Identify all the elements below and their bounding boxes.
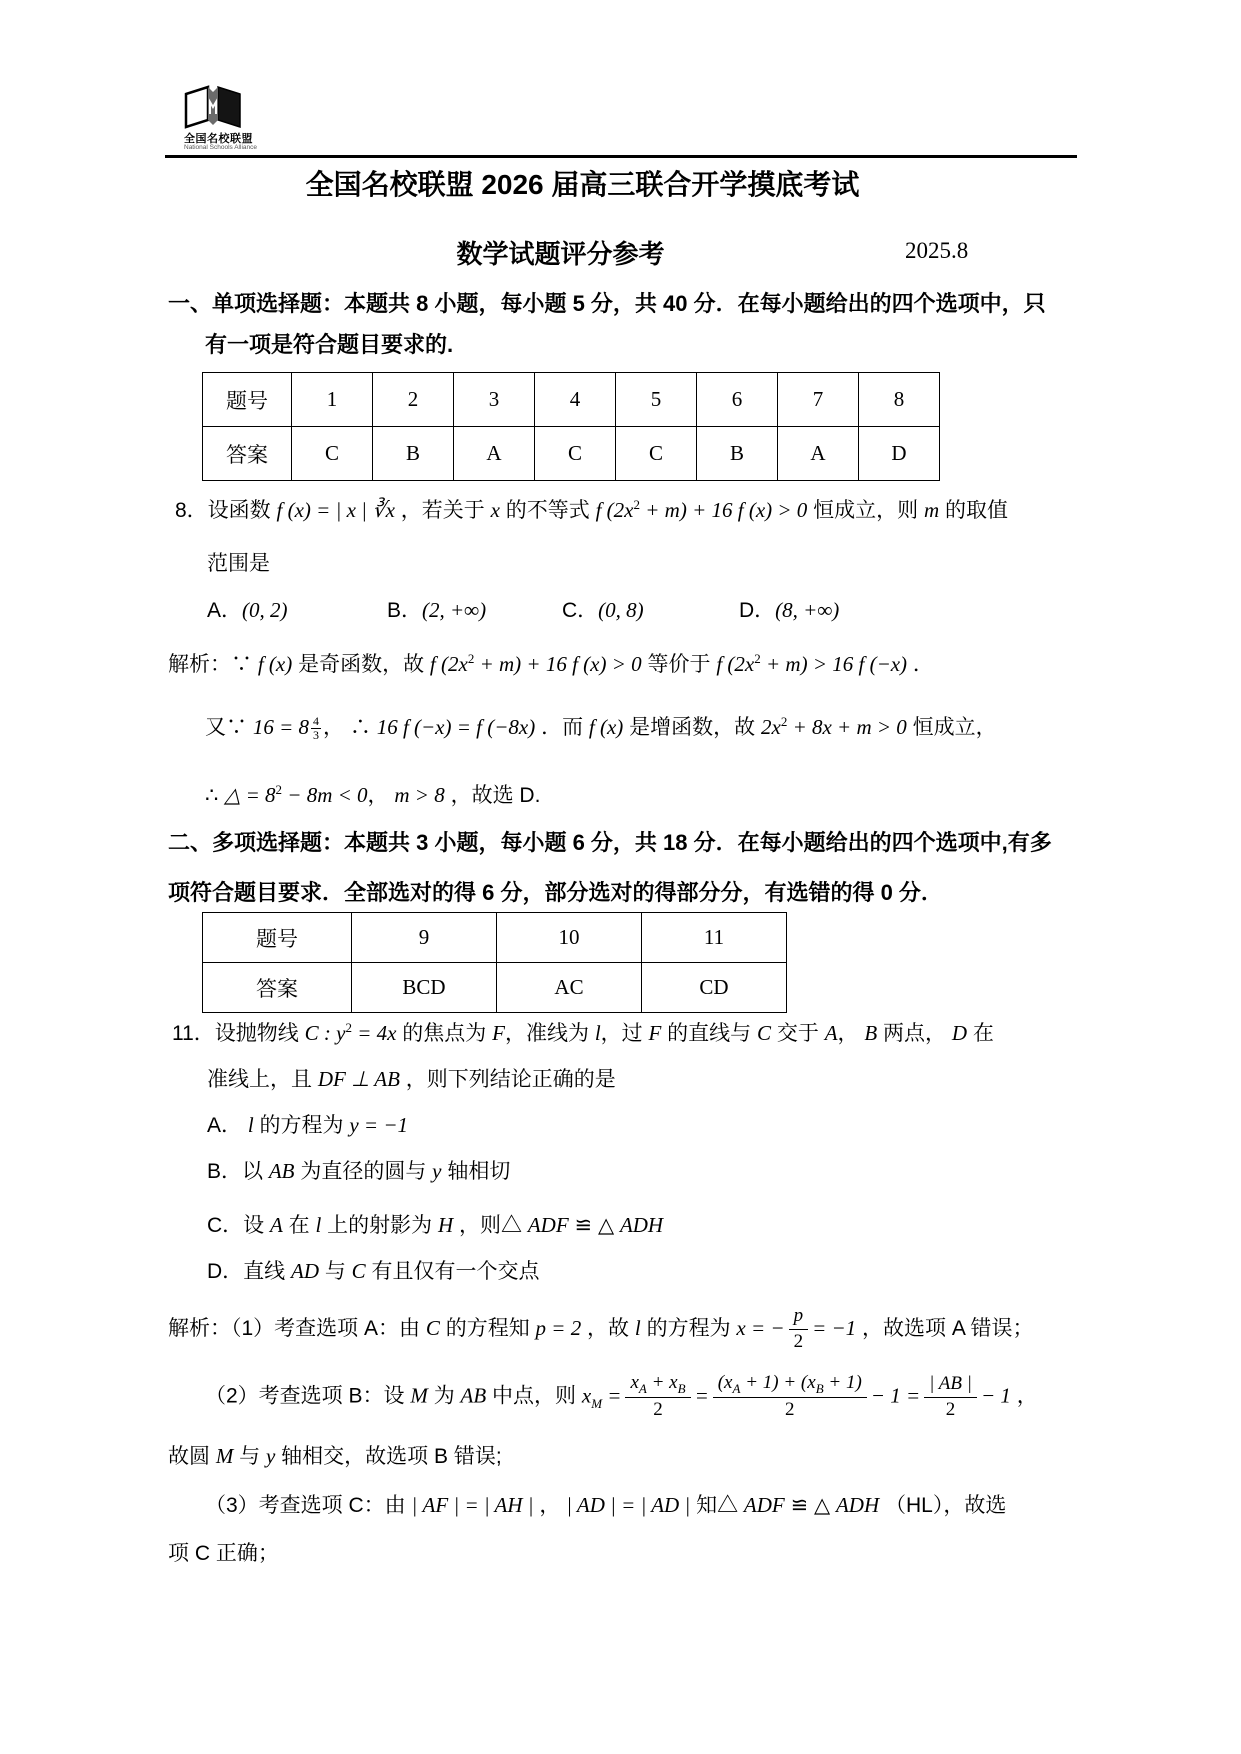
q8-solution-line2: 又∵ 16 = 8 $\frac{4}{3}$ ， ∴ 16 f (−x) = f (−8x) ．而 f (x) 是增函数，故 $2x^2 + 8x + m > 0$ 恒成立， xyxy=(205,714,997,743)
q11-solution-p4: （3）考查选项 C：由 | AF | = | AH | ， | AD | = | AD | 知△ ADF ≌ △ ADH （HL），故选 xyxy=(205,1493,1007,1517)
table-cell: 9 xyxy=(352,913,497,963)
table-cell: 11 xyxy=(642,913,787,963)
q11-solution-p2: （2）考查选项 B：设 M 为 AB 中点，则 $x_M$ = $\frac{x_A + x_B}{2}$ = $\frac{(x_A + 1) + (x_B + 1)}{2}$ − 1 = $\frac{| AB |}{2}$ − 1 ， xyxy=(205,1372,1038,1421)
table-row xyxy=(203,963,787,1013)
q11-solution-p5: 项 C 正确； xyxy=(168,1542,279,1565)
question11-text-line1: 11．设抛物线 C : $y^2 = 4x$ 的焦点为 F，准线为 l，过 F 的直线与 C 交于 A， B 两点， D 在 xyxy=(172,1020,994,1045)
table-cell: B xyxy=(373,427,454,481)
question8-options xyxy=(207,597,839,624)
table-cell: 8 xyxy=(859,373,940,427)
row-header: 题号 xyxy=(203,913,352,963)
q8-option-b xyxy=(387,597,562,624)
table-cell: 5 xyxy=(616,373,697,427)
table-cell: 2 xyxy=(373,373,454,427)
table-cell: 6 xyxy=(697,373,778,427)
section2-heading-line1: 二、多项选择题：本题共 3 小题，每小题 6 分，共 18 分．在每小题给出的四个选项中,有多 xyxy=(168,830,1052,855)
option-label: C． xyxy=(562,599,599,622)
q8-solution-line1: 解析：∵ f (x) 是奇函数，故 f $(2x^2 + m) + 16$ f (x) > 0 等价于 f $(2x^2 + m) > 16$ f (−x) ． xyxy=(168,651,934,676)
table-cell: 3 xyxy=(454,373,535,427)
option-label: B． xyxy=(387,599,423,622)
table-cell: C xyxy=(535,427,616,481)
q11-solution-p3: 故圆 M 与 y 轴相交，故选项 B 错误; xyxy=(168,1444,502,1468)
q11-option-b: B．以 AB 为直径的圆与 y 轴相切 xyxy=(207,1159,511,1183)
row-header: 答案 xyxy=(203,427,292,481)
section2-heading-line2: 项符合题目要求．全部选对的得 6 分，部分选对的得部分分，有选错的得 0 分． xyxy=(168,880,943,905)
q11-option-c: C．设 A 在 l 上的射影为 H ，则△ ADF ≌ △ ADH xyxy=(207,1213,664,1237)
table-cell: D xyxy=(859,427,940,481)
logo-name: 全国名校联盟 xyxy=(184,133,253,145)
table-cell: 10 xyxy=(497,913,642,963)
q11-solution-p1: 解析：（1）考查选项 A：由 C 的方程知 p = 2 ，故 l 的方程为 x = − $\frac{p}{2}$ = −1 ，故选项 A 错误； xyxy=(168,1305,1034,1352)
table-cell: AC xyxy=(497,963,642,1013)
option-label: A． xyxy=(207,599,243,622)
table-cell: 1 xyxy=(292,373,373,427)
q8-option-a xyxy=(207,597,387,624)
single-choice-answer-table xyxy=(202,372,940,481)
question8-text-line2: 范围是 xyxy=(207,552,270,575)
section1-heading-line1: 一、单项选择题：本题共 8 小题，每小题 5 分，共 40 分．在每小题给出的四个选项中，只 xyxy=(168,291,1046,316)
table-cell: CD xyxy=(642,963,787,1013)
multi-choice-answer-table xyxy=(202,912,787,1013)
table-row xyxy=(203,913,787,963)
question8-text-line1: 8．设函数 f (x) = | x | ∛x ，若关于 x 的不等式 f $(2x^2 + m) + 16$ f (x) > 0 恒成立，则 m 的取值 xyxy=(175,497,1008,522)
table-cell: A xyxy=(778,427,859,481)
question11-text-line2: 准线上，且 DF ⊥ AB ，则下列结论正确的是 xyxy=(207,1067,616,1091)
table-cell: BCD xyxy=(352,963,497,1013)
q8-solution-line3: ∴ △ = $8^2 - 8m < 0$， m > 8 ，故选 D. xyxy=(205,782,541,807)
table-cell: C xyxy=(616,427,697,481)
book-logo-icon xyxy=(184,84,242,135)
q11-option-a: A． l 的方程为 y = −1 xyxy=(207,1113,409,1137)
table-cell: B xyxy=(697,427,778,481)
header-divider xyxy=(165,155,1077,158)
option-label: D． xyxy=(739,599,776,622)
q8-option-c xyxy=(562,597,739,624)
exam-title: 全国名校联盟 2026 届高三联合开学摸底考试 xyxy=(305,169,860,200)
table-row xyxy=(203,373,940,427)
row-header: 答案 xyxy=(203,963,352,1013)
table-cell: A xyxy=(454,427,535,481)
option-value: (0, 8) xyxy=(598,598,644,622)
option-value: (8, +∞) xyxy=(775,598,840,622)
section1-heading-line2: 有一项是符合题目要求的. xyxy=(205,332,454,357)
table-row xyxy=(203,427,940,481)
option-value: (0, 2) xyxy=(242,598,288,622)
exam-subtitle: 数学试题评分参考 xyxy=(456,239,665,269)
row-header: 题号 xyxy=(203,373,292,427)
q11-option-d: D．直线 AD 与 C 有且仅有一个交点 xyxy=(207,1259,540,1283)
table-cell: 7 xyxy=(778,373,859,427)
table-cell: 4 xyxy=(535,373,616,427)
table-cell: C xyxy=(292,427,373,481)
exam-date: 2025.8 xyxy=(905,238,969,263)
option-value: (2, +∞) xyxy=(422,598,487,622)
logo-tagline: National Schools Alliance xyxy=(184,144,257,151)
q8-option-d xyxy=(739,597,839,624)
